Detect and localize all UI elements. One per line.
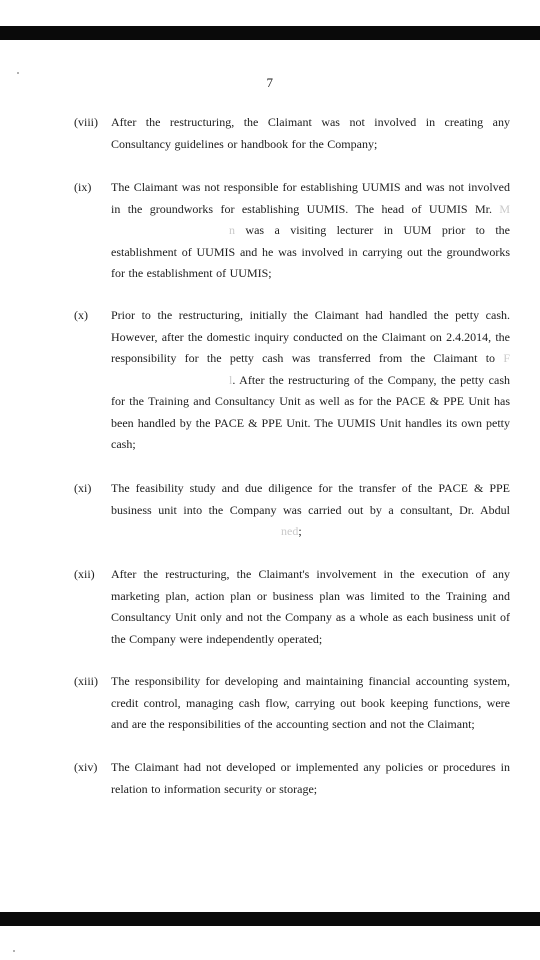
item-text-part: . After the restructuring of the Company, the petty cash for the Training and Consultancy Unit as well as for the PACE & PPE Unit has been handled by the PACE & PPE Unit. The UUMIS Unit handles its own petty cash; xyxy=(111,372,510,451)
redacted-name-fragment: F xyxy=(503,351,510,365)
item-number: (xii) xyxy=(74,567,95,581)
redacted-area xyxy=(111,526,281,536)
item-number: (xi) xyxy=(74,481,92,495)
list-item-ix xyxy=(74,177,510,285)
item-number: (x) xyxy=(74,308,88,322)
redacted-name-fragment: M xyxy=(499,201,511,216)
list-item-xi xyxy=(74,478,510,543)
item-text xyxy=(111,478,510,543)
item-text xyxy=(111,177,510,285)
item-text: The Claimant had not developed or implemented any policies or procedures in relation to information security or storage; xyxy=(111,760,510,796)
list-item-xiv xyxy=(74,757,510,800)
item-number: (viii) xyxy=(74,115,98,129)
item-number: (xiii) xyxy=(74,674,98,688)
redacted-name-fragment: l xyxy=(229,372,233,387)
list-item-x xyxy=(74,305,510,456)
scan-speck xyxy=(13,950,15,952)
item-text: After the restructuring, the Claimant's involvement in the execution of any marketing plan, action plan or business plan was limited to the Training and Consultancy Unit only and not the Company as a whole as each business unit of the Company were independently operated; xyxy=(111,567,510,646)
item-text-part: was a visiting lecturer in UUM prior to the establishment of UUMIS and he was involved in carrying out the groundworks for the establishment of UUMIS; xyxy=(111,223,511,280)
item-text: After the restructuring, the Claimant was not involved in creating any Consultancy guidelines or handbook for the Company; xyxy=(111,115,510,151)
list-item-xii xyxy=(74,564,510,650)
scan-speck xyxy=(17,72,19,74)
page-number: 7 xyxy=(266,75,274,90)
list-item-viii xyxy=(74,112,510,155)
redacted-name-fragment: ned xyxy=(281,524,299,538)
item-text-part: The Claimant was not responsible for establishing UUMIS and was not involved in the groundworks for establishing UUMIS. The head of UUMIS Mr. xyxy=(111,180,510,216)
redacted-name-fragment: n xyxy=(229,223,235,237)
item-number: (xiv) xyxy=(74,760,98,774)
item-text-part: The feasibility study and due diligence for the transfer of the PACE & PPE business unit into the Company was carried out by a consultant, Dr. Abdul xyxy=(111,481,510,517)
item-text: The responsibility for developing and maintaining financial accounting system, credit control, managing cash flow, carrying out book keeping functions, were and are the responsibilities of the accounting section and not the Claimant; xyxy=(111,674,510,731)
redacted-area xyxy=(111,225,229,235)
bottom-black-bar xyxy=(0,912,540,926)
item-text xyxy=(111,305,510,456)
item-text-part: Prior to the restructuring, initially the Claimant had handled the petty cash. However, after the domestic inquiry conducted on the Claimant on 2.4.2014, the responsibility for the petty cash was transferred from the Claimant to xyxy=(111,308,510,365)
redacted-area xyxy=(111,375,229,385)
item-number: (ix) xyxy=(74,180,92,194)
list-item-xiii xyxy=(74,671,510,736)
top-black-bar xyxy=(0,26,540,40)
item-text-part: ; xyxy=(298,524,302,538)
